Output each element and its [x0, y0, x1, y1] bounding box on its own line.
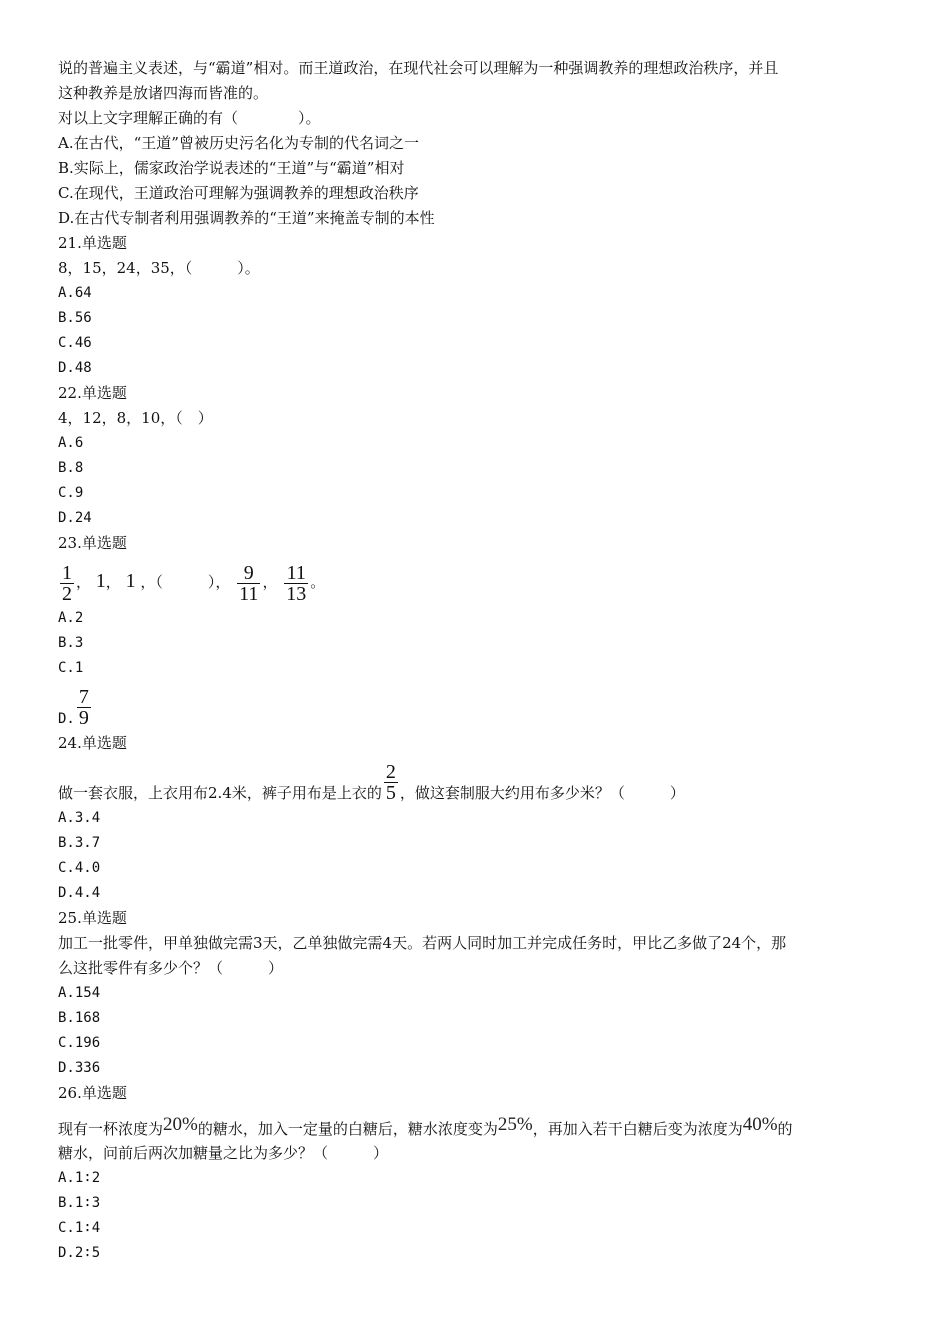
- q23-term-2: 1: [95, 570, 106, 592]
- q23-fraction-5: $\frac{11}{13}$: [286, 561, 307, 605]
- option-d: D.在古代专制者利用强调教养的“王道”来掩盖专制的本性: [58, 209, 435, 227]
- q22-option-d: D.24: [58, 510, 92, 526]
- q21-title: 21.单选题: [58, 234, 127, 252]
- q25-option-d: D.336: [58, 1060, 101, 1076]
- q25-option-a: A.154: [58, 985, 101, 1001]
- q26-title: 26.单选题: [58, 1084, 127, 1102]
- q26-stem-line-1: 现有一杯浓度为20%的糖水，加入一定量的白糖后，糖水浓度变为25%，再加入若干白糖后变为浓度为40%的: [58, 1114, 793, 1138]
- q26-option-d: D.2∶5: [58, 1245, 101, 1261]
- q23-title: 23.单选题: [58, 534, 127, 552]
- q26-option-c: C.1∶4: [58, 1220, 101, 1236]
- option-c: C.在现代，王道政治可理解为强调教养的理想政治秩序: [58, 184, 419, 202]
- q26-percent-1: 20%: [163, 1114, 198, 1135]
- q21-option-d: D.48: [58, 360, 92, 376]
- q25-option-c: C.196: [58, 1035, 101, 1051]
- q22-option-c: C.9: [58, 485, 84, 501]
- q22-title: 22.单选题: [58, 384, 127, 402]
- q22-option-b: B.8: [58, 460, 84, 476]
- q26-stem-line-2: 糖水，问前后两次加糖量之比为多少？（ ）: [58, 1144, 389, 1162]
- q22-option-a: A.6: [58, 435, 84, 451]
- q21-option-c: C.46: [58, 335, 92, 351]
- q24-option-b: B.3.7: [58, 835, 101, 851]
- q24-option-d: D.4.4: [58, 885, 101, 901]
- passage-line-1: 说的普遍主义表述，与“霸道”相对。而王道政治，在现代社会可以理解为一种强调教养的理想政治秩序，并且: [58, 59, 779, 77]
- q21-stem: 8，15，24，35，（ ）。: [58, 259, 260, 277]
- q23-stem: $\frac{1}{2}$ ， 1， 1 ，（ ）， $\frac{9}{11}$ ， $\frac{11}{13}$ 。: [62, 561, 326, 605]
- question-prompt: 对以上文字理解正确的有（ ）。: [58, 109, 321, 127]
- option-a: A.在古代，“王道”曾被历史污名化为专制的代名词之一: [58, 134, 419, 152]
- q23-option-a: A.2: [58, 610, 84, 626]
- q23-option-d: D. $\frac{7}{9}$: [58, 685, 89, 729]
- q24-title: 24.单选题: [58, 734, 127, 752]
- q23-option-c: C.1: [58, 660, 84, 676]
- q25-stem-line-1: 加工一批零件，甲单独做完需3天，乙单独做完需4天。若两人同时加工并完成任务时，甲比乙多做了24个，那: [58, 934, 787, 952]
- q25-stem-line-2: 么这批零件有多少个？（ ）: [58, 959, 284, 977]
- q26-percent-3: 40%: [742, 1114, 778, 1135]
- q24-stem: 做一套衣服，上衣用布2.4米，裤子用布是上衣的 $\frac{2}{5}$ ，做这套制服大约用布多少米？（ ）: [58, 760, 685, 804]
- q24-option-a: A.3.4: [58, 810, 101, 826]
- q24-option-c: C.4.0: [58, 860, 101, 876]
- q23-fraction-1: $\frac{1}{2}$: [62, 561, 72, 605]
- q22-stem: 4，12，8，10，（ ）: [58, 409, 213, 427]
- q26-option-a: A.1∶2: [58, 1170, 101, 1186]
- q26-option-b: B.1∶3: [58, 1195, 101, 1211]
- q23-option-d-fraction: $\frac{7}{9}$: [78, 685, 89, 729]
- q23-fraction-4: $\frac{9}{11}$: [239, 561, 259, 605]
- q24-fraction: $\frac{2}{5}$: [385, 760, 396, 804]
- q21-option-b: B.56: [58, 310, 92, 326]
- q21-option-a: A.64: [58, 285, 92, 301]
- option-b: B.实际上，儒家政治学说表述的“王道”与“霸道”相对: [58, 159, 405, 177]
- passage-line-2: 这种教养是放诸四海而皆准的。: [58, 84, 269, 102]
- q25-option-b: B.168: [58, 1010, 101, 1026]
- q26-percent-2: 25%: [497, 1114, 533, 1135]
- q25-title: 25.单选题: [58, 909, 127, 927]
- q23-option-b: B.3: [58, 635, 84, 651]
- document-page: [58, 56, 888, 1266]
- q23-term-3: 1: [125, 570, 136, 592]
